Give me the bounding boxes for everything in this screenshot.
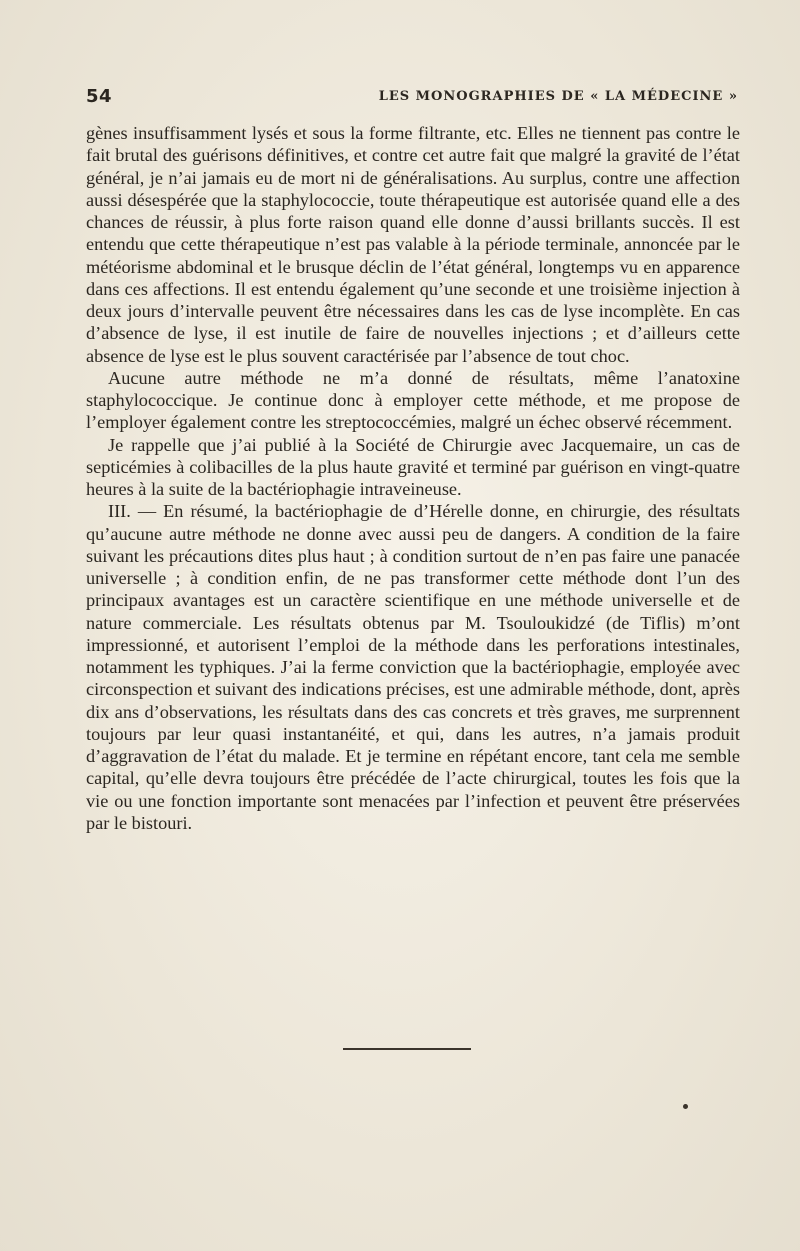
paragraph-anatoxine: Aucune autre méthode ne m’a donné de résultats, même l’anatoxine staphylococcique. Je continue donc à employer cette méthode, et me propose de l’employer également contre les streptococcémies, malgré un échec observé récemment. xyxy=(86,367,740,433)
page-number: 54 xyxy=(86,86,113,107)
ink-spot xyxy=(683,1104,688,1109)
end-rule xyxy=(343,1048,471,1050)
paragraph-jacquemaire: Je rappelle que j’ai publié à la Société de Chirurgie avec Jacquemaire, un cas de septicémies à colibacilles de la plus haute gravité et terminé par guérison en vingt-quatre heures à la suite de la bactériophagie intraveineuse. xyxy=(86,434,740,499)
body-text xyxy=(86,122,740,834)
running-head: LES MONOGRAPHIES DE « LA MÉDECINE » xyxy=(378,89,738,104)
paragraph-continuation: gènes insuffisamment lysés et sous la forme filtrante, etc. Elles ne tiennent pas contre le fait brutal des guérisons définitives, et contre cet autre fait que malgré la gravité de l’état général, je n’ai jamais eu de mort ni de généralisations. Au surplus, contre une affection aussi désespérée que la staphylococcie, toute thérapeutique est autorisée quand elle a des chances de réussir, à plus forte raison quand elle donne d’aussi brillants succès. Il est entendu que cette thérapeutique n’est pas valable à la période terminale, annoncée par le météorisme abdominal et le brusque déclin de l’état général, longtemps vu en apparence dans ces affections. Il est entendu également qu’une seconde et une troisième injection à deux jours d’intervalle peuvent être nécessaires dans les cas de lyse incomplète. En cas d’absence de lyse, il est inutile de faire de nouvelles injections ; et d’ailleurs cette absence de lyse est le plus souvent caractérisée par l’absence de tout choc. xyxy=(86,123,740,366)
paragraph-resume: III. — En résumé, la bactériophagie de d’Hérelle donne, en chirurgie, des résultats qu’aucune autre méthode ne donne avec aussi peu de dangers. A condition de la faire suivant les précautions dites plus haut ; à condition surtout de n’en pas faire une panacée universelle ; à condition enfin, de ne pas transformer cette méthode dont l’un des principaux avantages est un caractère scientifique en une méthode universelle et de nature commerciale. Les résultats obtenus par M. Tsouloukidzé (de Tiflis) m’ont impressionné, et autorisent l’emploi de la méthode dans les perforations intestinales, notamment les typhiques. J’ai la ferme conviction que la bactériophagie, employée avec circonspection et suivant des indications précises, est une admirable méthode, dont, après dix ans d’observations, les résultats dans des cas concrets et très graves, me surprennent toujours par leur quasi instantanéité, et qui, dans les autres, n’a jamais produit d’aggravation de l’état du malade. Et je termine en répétant encore, tant cela me semble capital, qu’elle devra toujours être précédée de l’acte chirurgical, toutes les fois que la vie ou une fonction importante sont menacées par l’infection et peuvent être préservées par le bistouri. xyxy=(86,501,740,833)
page-header xyxy=(86,86,738,110)
